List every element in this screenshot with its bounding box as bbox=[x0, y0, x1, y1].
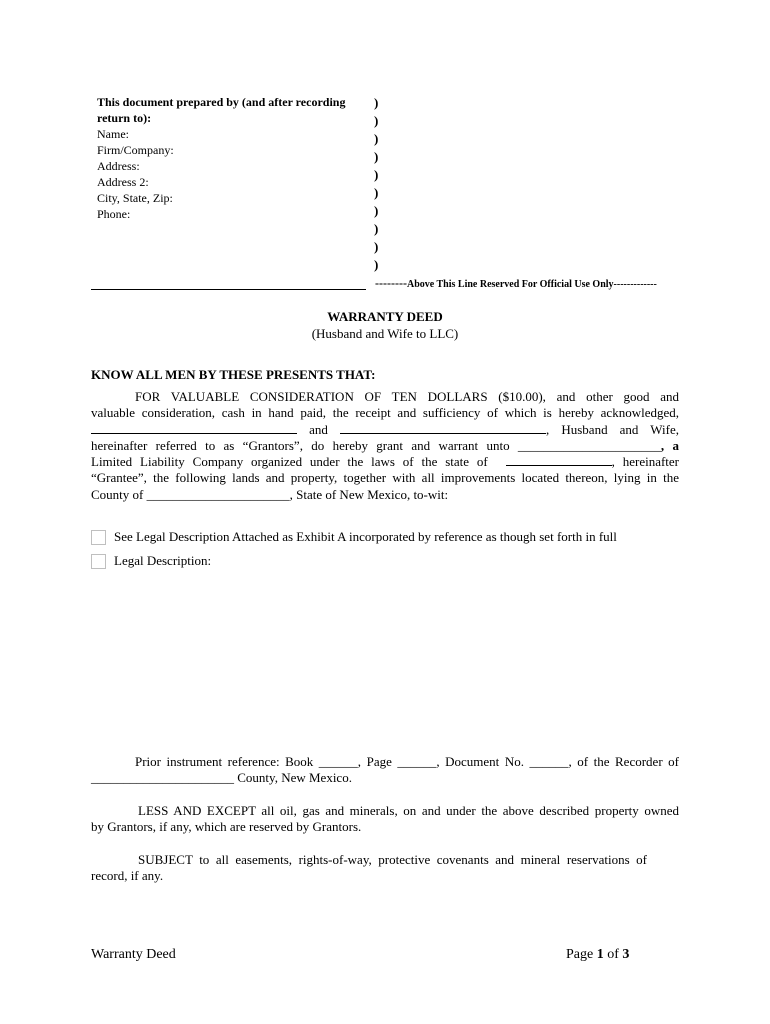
field-address-2: Address 2: bbox=[97, 175, 149, 189]
paren: ) bbox=[374, 167, 379, 182]
subject-line-2: record, if any. bbox=[91, 868, 164, 884]
know-all-heading: KNOW ALL MEN BY THESE PRESENTS THAT: bbox=[91, 367, 376, 382]
husband-wife-text: , Husband and Wife, bbox=[546, 421, 680, 437]
grantor-1-blank[interactable] bbox=[91, 423, 297, 434]
grantee-comma: , a bbox=[660, 437, 680, 453]
field-address: Address: bbox=[97, 159, 140, 173]
para-line-1: FOR VALUABLE CONSIDERATION OF TEN DOLLARS ($10.00), and other good and bbox=[135, 389, 679, 404]
para-line-4 bbox=[91, 438, 679, 454]
paren: ) bbox=[374, 113, 379, 128]
field-city-state-zip: City, State, Zip: bbox=[97, 191, 173, 205]
paren: ) bbox=[374, 95, 379, 110]
llc-text: Limited Liability Company organized under the laws of the state of bbox=[91, 454, 488, 470]
deed-subtitle: (Husband and Wife to LLC) bbox=[311, 326, 459, 341]
page-current: 1 bbox=[596, 947, 604, 962]
state-blank[interactable] bbox=[506, 455, 612, 466]
subject-line-1: SUBJECT to all easements, rights-of-way, protective covenants and mineral reservations of bbox=[138, 852, 647, 867]
para-line-5 bbox=[91, 454, 679, 470]
para-line-6: “Grantee”, the following lands and property, together with all improvements located thereon, lying in the bbox=[91, 470, 679, 486]
paren: ) bbox=[374, 239, 379, 254]
field-firm: Firm/Company: bbox=[97, 143, 174, 157]
legal-attached-option[interactable] bbox=[91, 529, 617, 545]
consideration-paragraph bbox=[91, 389, 679, 503]
legal-description-label: Legal Description: bbox=[114, 553, 212, 568]
legal-description-checkbox[interactable] bbox=[91, 554, 106, 569]
paren-column bbox=[374, 94, 378, 274]
paren: ) bbox=[374, 257, 379, 272]
para-line-7: County of ______________________, State of New Mexico, to-wit: bbox=[91, 486, 449, 502]
paren: ) bbox=[374, 149, 379, 164]
field-phone: Phone: bbox=[97, 207, 131, 221]
prior-line-1: Prior instrument reference: Book ______, Page ______, Document No. ______, of the Recorder of bbox=[135, 754, 679, 769]
official-use-line bbox=[375, 276, 657, 291]
paren: ) bbox=[374, 185, 379, 200]
field-name: Name: bbox=[97, 127, 129, 141]
legal-attached-checkbox[interactable] bbox=[91, 530, 106, 545]
and-word: and bbox=[309, 421, 328, 437]
grant-text: hereinafter referred to as “Grantors”, do hereby grant and warrant unto ______________________ bbox=[91, 437, 661, 453]
dashes-left: -------- bbox=[375, 276, 407, 290]
paren: ) bbox=[374, 131, 379, 146]
legal-description-option[interactable] bbox=[91, 553, 211, 569]
preparer-block bbox=[97, 94, 367, 222]
less-except-paragraph bbox=[91, 803, 679, 836]
prior-reference-paragraph bbox=[91, 754, 679, 787]
official-use-text: Above This Line Reserved For Official Use Only bbox=[406, 279, 614, 290]
preparer-title: This document prepared by (and after recording return to): bbox=[97, 95, 346, 125]
page-number bbox=[566, 947, 629, 963]
paren: ) bbox=[374, 221, 379, 236]
grantor-2-blank[interactable] bbox=[340, 423, 546, 434]
subject-to-paragraph bbox=[91, 852, 647, 885]
paren: ) bbox=[374, 203, 379, 218]
less-line-1: LESS AND EXCEPT all oil, gas and minerals, on and under the above described property owned bbox=[138, 803, 679, 818]
footer-title: Warranty Deed bbox=[91, 947, 176, 962]
less-line-2: by Grantors, if any, which are reserved by Grantors. bbox=[91, 819, 362, 835]
page-of: of bbox=[603, 947, 623, 962]
legal-attached-label: See Legal Description Attached as Exhibit A incorporated by reference as though set forth in full bbox=[114, 529, 617, 544]
dashes-right: ------------- bbox=[613, 279, 657, 290]
prior-line-2: ______________________ County, New Mexico. bbox=[91, 770, 352, 786]
para-line-2: valuable consideration, cash in hand paid, the receipt and sufficiency of which is hereby acknowledged, bbox=[91, 405, 679, 421]
signature-rule bbox=[91, 289, 366, 290]
para-line-3 bbox=[91, 422, 679, 438]
hereinafter-text: , hereinafter bbox=[611, 454, 680, 470]
page-total: 3 bbox=[622, 947, 630, 962]
page-prefix: Page bbox=[566, 947, 597, 962]
deed-title: WARRANTY DEED bbox=[327, 309, 443, 324]
